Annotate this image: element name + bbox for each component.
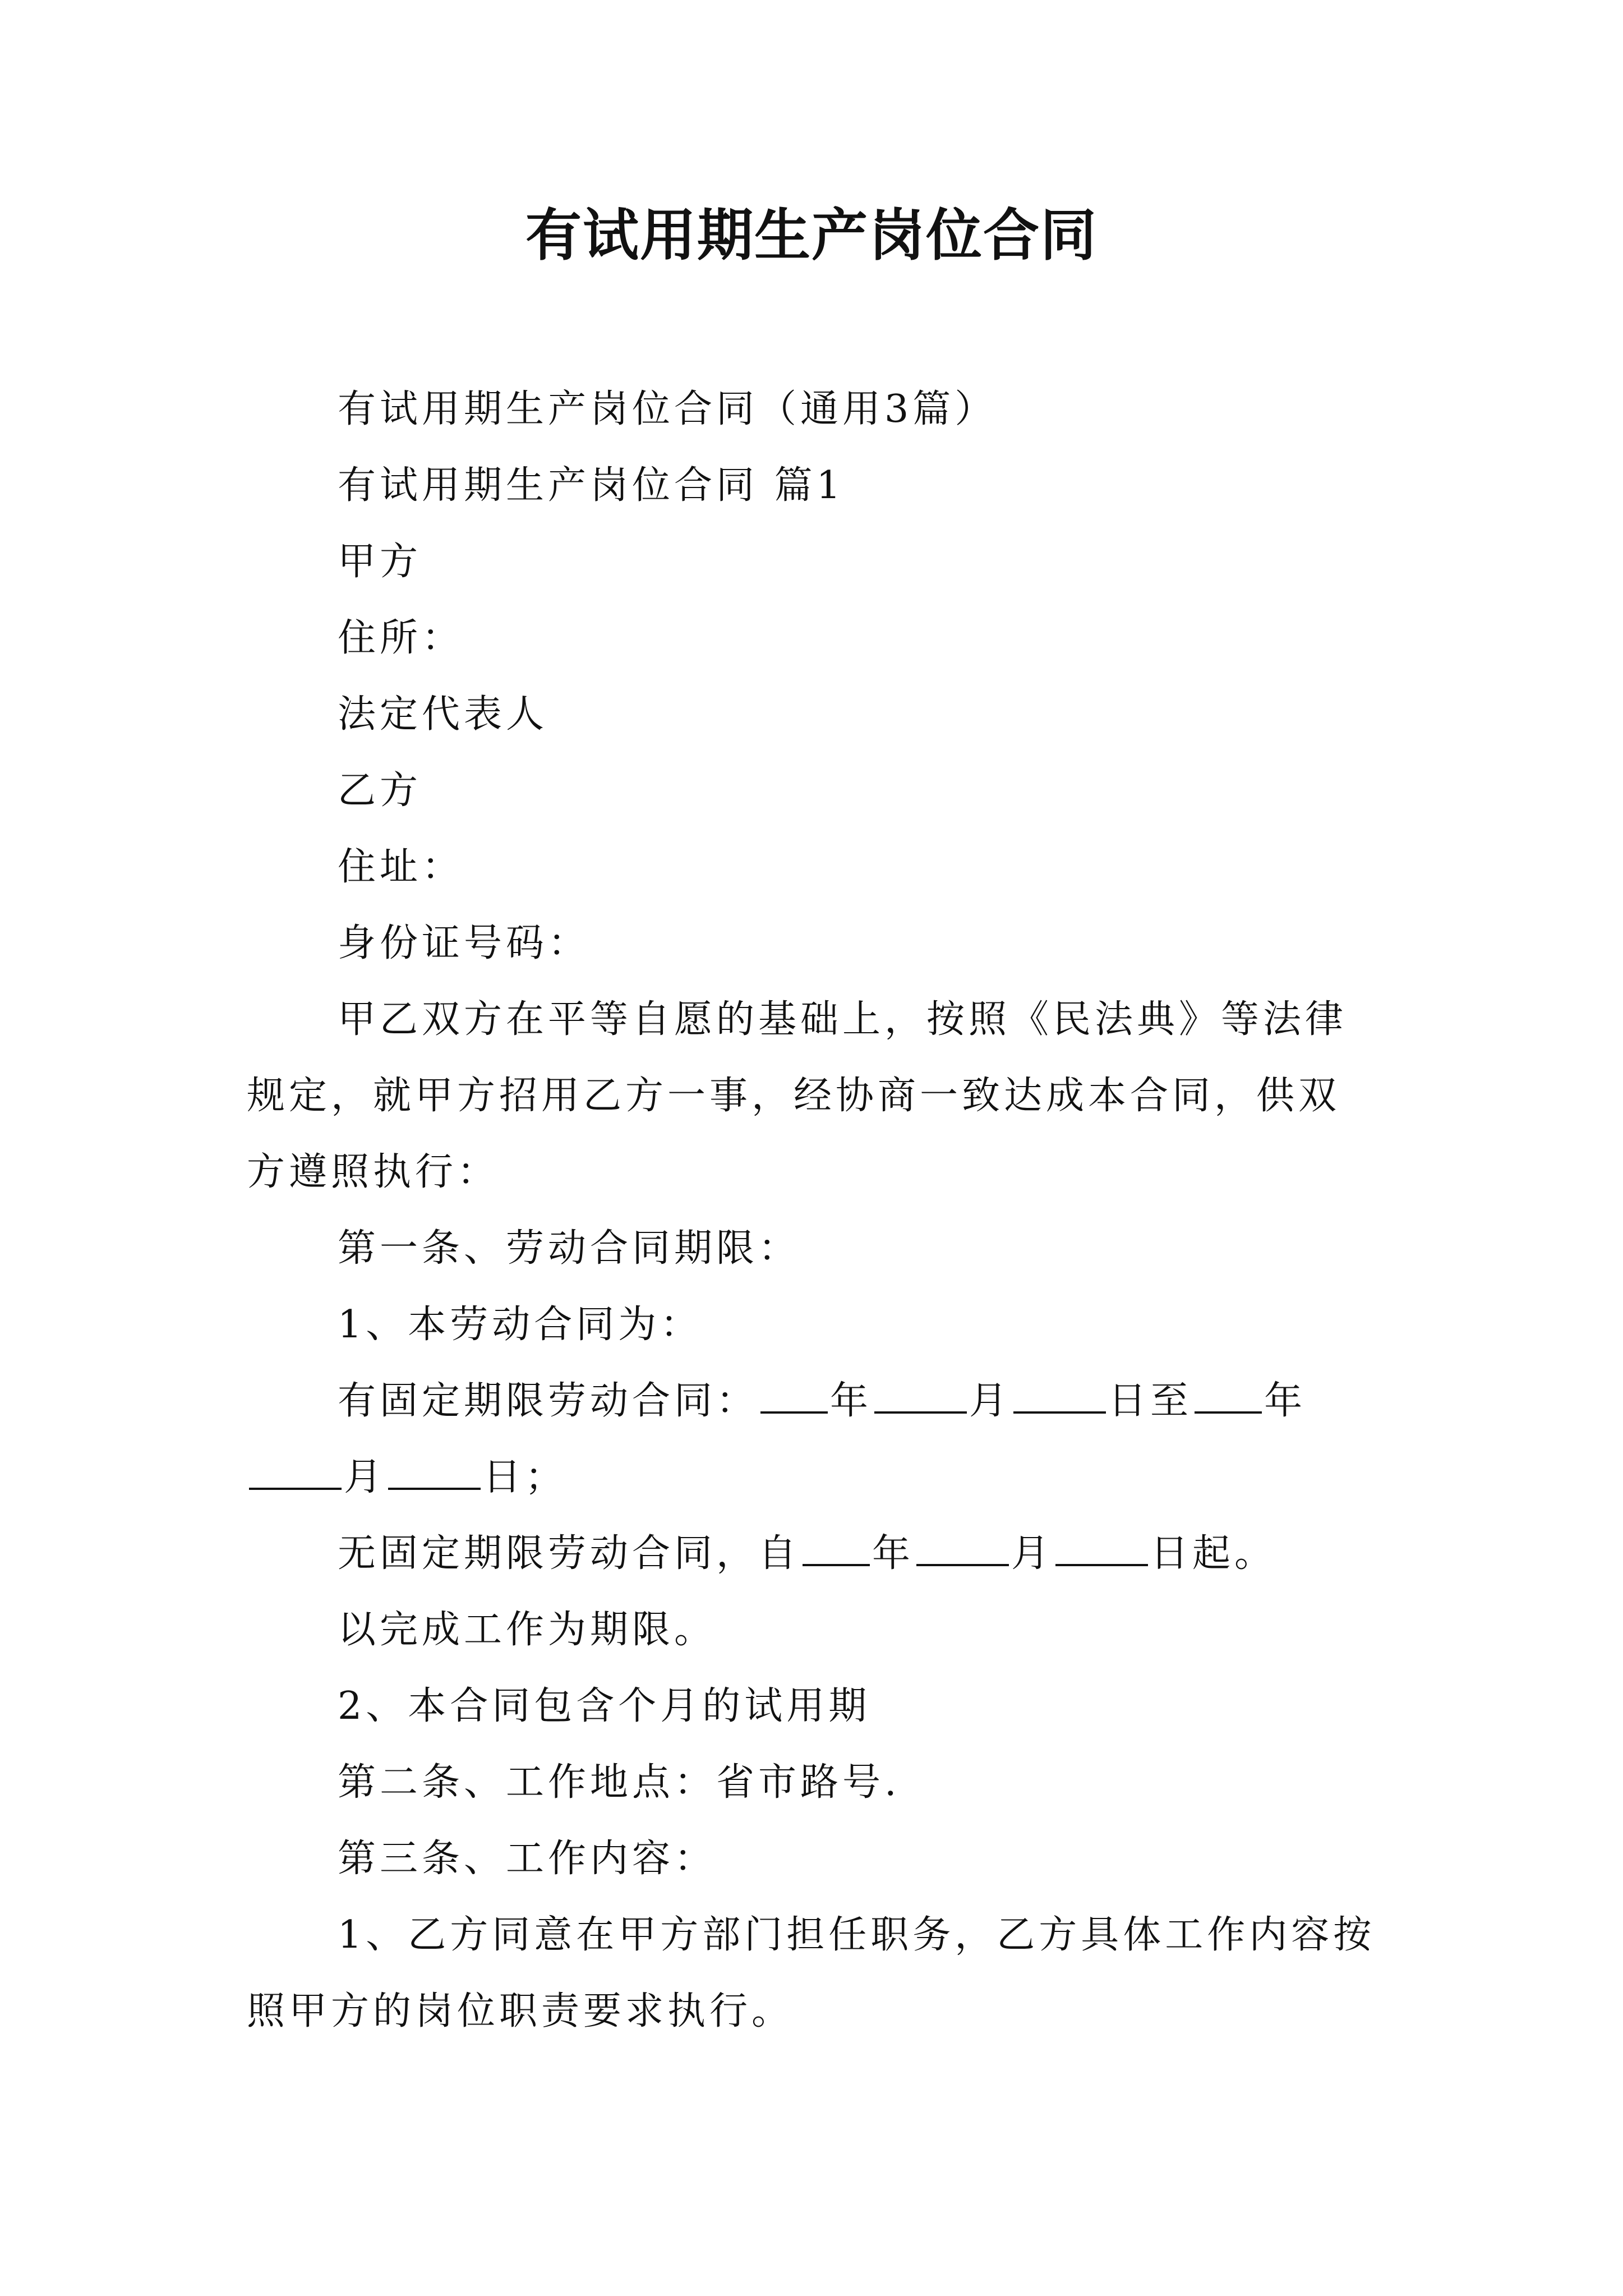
open-ended-prefix: 无固定期限劳动合同，自 — [338, 1531, 801, 1576]
open-ended-contract-line — [247, 1516, 1377, 1592]
unit-day-from: 日起。 — [1150, 1531, 1277, 1576]
fixed-term-prefix: 有固定期限劳动合同： — [338, 1379, 759, 1423]
id-number-label: 身份证号码： — [338, 921, 591, 965]
unit-month-start: 月 — [969, 1379, 1012, 1423]
unit-day-to: 日至 — [1108, 1379, 1193, 1423]
preamble-paragraph: 甲乙双方在平等自愿的基础上，按照《民法典》等法律规定，就甲方招用乙方一事，经协商一致达成本合同，供双方遵照执行： — [247, 997, 1348, 1194]
contract-body — [247, 371, 1377, 2050]
article-3-item-1: 1、乙方同意在甲方部门担任职务，乙方具体工作内容按照甲方的岗位职责要求执行。 — [247, 1913, 1376, 2033]
blank-month-end — [249, 1454, 342, 1490]
party-a-label: 甲方 — [338, 540, 422, 584]
subtitle-general: 有试用期生产岗位合同（通用3篇） — [338, 387, 997, 431]
unit-month-end: 月 — [344, 1455, 386, 1499]
blank-day-start — [1013, 1378, 1106, 1414]
blank-month-start — [874, 1378, 967, 1414]
article-3-heading: 第三条、工作内容： — [338, 1837, 717, 1881]
party-b-address-label: 住址： — [338, 845, 464, 889]
article-2-work-location: 第二条、工作地点：省市路号. — [338, 1760, 901, 1805]
article-1-heading: 第一条、劳动合同期限： — [338, 1226, 801, 1271]
article-1-item-1: 1、本劳动合同为： — [338, 1303, 703, 1347]
blank-day — [1055, 1530, 1148, 1566]
fixed-term-contract-line — [247, 1363, 1377, 1516]
legal-representative-label: 法定代表人 — [338, 692, 548, 737]
blank-month — [916, 1530, 1009, 1566]
blank-year — [803, 1530, 870, 1566]
unit-year-start: 年 — [830, 1379, 873, 1423]
party-a-address-label: 住所： — [338, 616, 464, 660]
blank-year-end — [1195, 1378, 1262, 1414]
party-b-label: 乙方 — [338, 769, 422, 813]
blank-day-end — [388, 1454, 481, 1490]
unit-day-end: 日； — [483, 1455, 568, 1499]
page-title: 有试用期生产岗位合同 — [525, 203, 1098, 268]
task-based-term-line: 以完成工作为期限。 — [338, 1608, 717, 1652]
unit-year-end: 年 — [1264, 1379, 1307, 1423]
probation-line: 2、本合同包含个月的试用期 — [338, 1684, 871, 1728]
subtitle-part-1: 有试用期生产岗位合同 篇1 — [338, 463, 845, 508]
unit-year: 年 — [872, 1531, 915, 1576]
blank-year-start — [760, 1378, 828, 1414]
unit-month: 月 — [1011, 1531, 1054, 1576]
